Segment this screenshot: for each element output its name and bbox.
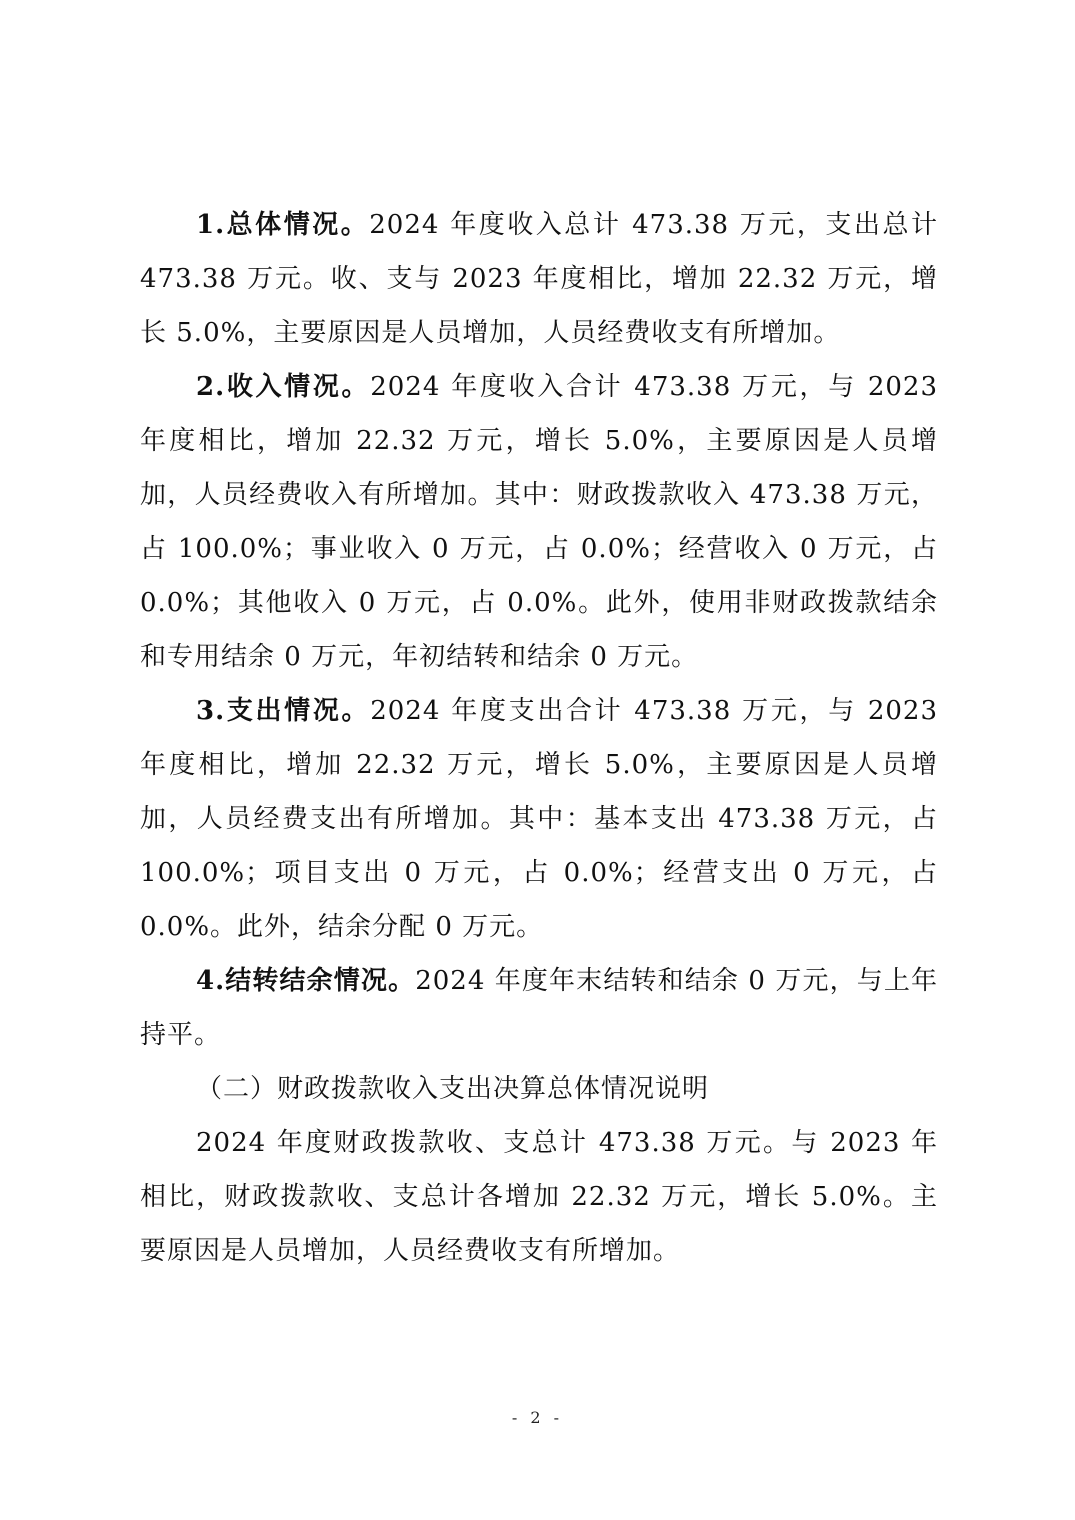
paragraph-text: 2024 年度支出合计 473.38 万元，与 2023 年度相比，增加 22.32 万元，增长 5.0%，主要原因是人员增加，人员经费支出有所增加。其中：基本支出 473.38 万元，占 100.0%；项目支出 0 万元，占 0.0%；经营支出 0 万元，占 0.0%。此外，结余分配 0 万元。 xyxy=(140,696,938,942)
page-number: - 2 - xyxy=(511,1408,564,1427)
section-heading: （二）财政拨款收入支出决算总体情况说明 xyxy=(196,1074,710,1104)
paragraph-fiscal-summary: 2024 年度财政拨款收、支总计 473.38 万元。与 2023 年相比，财政拨款收、支总计各增加 22.32 万元，增长 5.0%。主要原因是人员增加，人员经费收支有所增加。 xyxy=(140,1128,938,1266)
paragraph-income xyxy=(140,360,938,684)
paragraph-text: 2024 年度收入合计 473.38 万元，与 2023 年度相比，增加 22.32 万元，增长 5.0%，主要原因是人员增加，人员经费收入有所增加。其中：财政拨款收入 473.38 万元，占 100.0%；事业收入 0 万元，占 0.0%；经营收入 0 万元，占 0.0%；其他收入 0 万元，占 0.0%。此外，使用非财政拨款结余和专用结余 0 万元，年初结转和结余 0 万元。 xyxy=(140,372,938,672)
paragraph-lead: 2.收入情况。 xyxy=(196,372,371,402)
paragraph-text: 2024 年度年末结转和结余 0 万元，与上年持平。 xyxy=(140,966,938,1050)
paragraph-overall xyxy=(140,198,938,360)
paragraph-carryover xyxy=(140,954,938,1062)
paragraph-lead: 4.结转结余情况。 xyxy=(196,966,416,996)
document-body xyxy=(140,198,938,1278)
paragraph-lead: 3.支出情况。 xyxy=(196,696,371,726)
paragraph-lead: 1.总体情况。 xyxy=(196,210,370,240)
paragraph-expenditure xyxy=(140,684,938,954)
paragraph-text: 2024 年度收入总计 473.38 万元，支出总计 473.38 万元。收、支与 2023 年度相比，增加 22.32 万元，增长 5.0%，主要原因是人员增加，人员经费收支有所增加。 xyxy=(140,210,938,348)
